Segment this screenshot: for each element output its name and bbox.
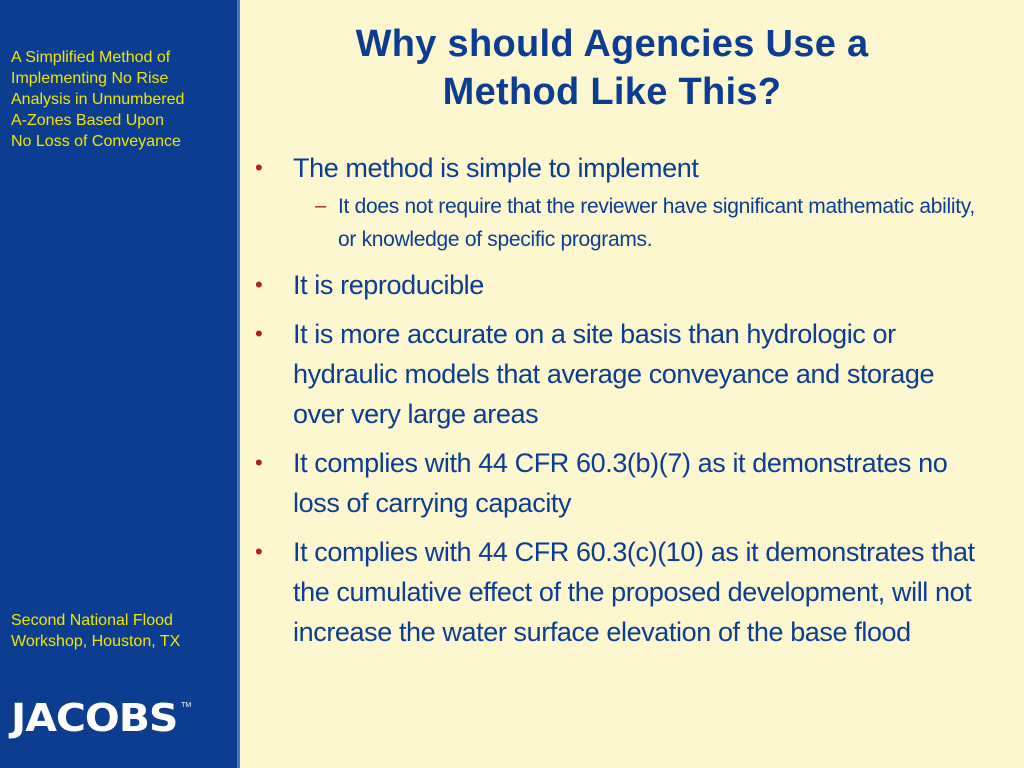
sub-bullet-marker: – xyxy=(315,195,326,217)
logo-wordmark: JACOBS xyxy=(11,696,178,740)
bullet-marker: • xyxy=(255,450,263,475)
bullet-marker: • xyxy=(255,321,263,346)
event-footer: Second National Flood Workshop, Houston, TX xyxy=(11,612,181,650)
bullet-text: It is reproducible xyxy=(293,270,484,300)
sidebar xyxy=(0,0,237,768)
bullet-item xyxy=(252,314,992,434)
bullet-marker: • xyxy=(255,539,263,564)
bullet-item xyxy=(252,532,992,652)
jacobs-logo xyxy=(11,696,191,740)
bullet-item xyxy=(252,265,992,305)
bullet-item xyxy=(252,443,992,523)
bullet-item xyxy=(252,148,992,256)
bullet-text: It complies with 44 CFR 60.3(b)(7) as it demonstrates no loss of carrying capacity xyxy=(293,448,948,518)
logo-trademark: TM xyxy=(181,702,192,709)
bullet-text: It complies with 44 CFR 60.3(c)(10) as it demonstrates that the cumulative effect of the proposed development, will not increase the water surface elevation of the base flood xyxy=(293,537,975,647)
bullet-marker: • xyxy=(255,272,263,297)
slide-title: Why should Agencies Use a Method Like This? xyxy=(355,23,869,113)
bullet-text: It is more accurate on a site basis than hydrologic or hydraulic models that average conveyance and storage over very large areas xyxy=(293,319,935,429)
sub-bullet-item xyxy=(252,190,992,256)
presentation-title: A Simplified Method of Implementing No Rise Analysis in Unnumbered A-Zones Based Upon No Loss of Conveyance xyxy=(11,49,185,150)
slide-content xyxy=(252,148,992,661)
bullet-marker: • xyxy=(255,155,263,180)
bullet-text: The method is simple to implement xyxy=(293,153,699,183)
sub-bullet-text: It does not require that the reviewer have significant mathematic ability, or knowledge of specific programs. xyxy=(338,195,975,251)
